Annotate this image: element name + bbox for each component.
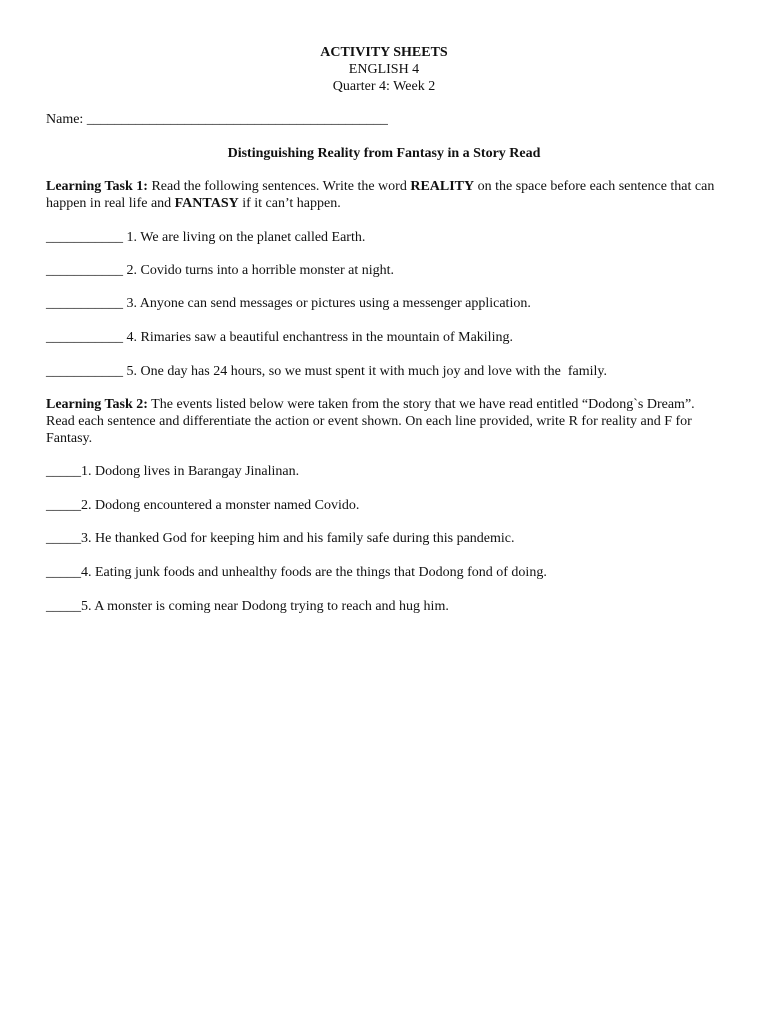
task1-word-fantasy: FANTASY: [174, 196, 239, 211]
document-title: ACTIVITY SHEETS: [320, 45, 448, 60]
document-quarter: Quarter 4: Week 2: [332, 79, 436, 94]
task1-instructions: [46, 178, 726, 212]
name-field[interactable]: [46, 111, 388, 128]
document-header: [0, 44, 768, 95]
task2-item[interactable]: _____2. Dodong encountered a monster named Covido.: [46, 498, 360, 513]
task2-instructions: [46, 396, 726, 447]
task1-item[interactable]: ___________ 4. Rimaries saw a beautiful enchantress in the mountain of Makiling.: [46, 330, 513, 345]
task2-item[interactable]: _____1. Dodong lives in Barangay Jinalinan.: [46, 464, 300, 479]
task1-text-b: on the space before each sentence that can happen in real life and: [46, 179, 715, 211]
name-label: Name:: [46, 112, 84, 127]
task2-item[interactable]: _____3. He thanked God for keeping him and his family safe during this pandemic.: [46, 531, 515, 546]
task2-item[interactable]: _____4. Eating junk foods and unhealthy foods are the things that Dodong fond of doing.: [46, 565, 547, 580]
name-blank-line[interactable]: ___________________________________________: [86, 112, 388, 127]
task1-text-c: if it can’t happen.: [238, 196, 341, 211]
task2-item[interactable]: _____5. A monster is coming near Dodong trying to reach and hug him.: [46, 599, 449, 614]
task2-text: The events listed below were taken from the story that we have read entitled “Dodong`s Dream”. Read each sentence and differentiate the action or event shown. On each line provided, write R for reality and F for Fantasy.: [46, 397, 695, 446]
task1-label: Learning Task 1:: [46, 179, 148, 194]
task2-label: Learning Task 2:: [46, 397, 148, 412]
document-subject: ENGLISH 4: [348, 62, 420, 77]
lesson-subtitle: Distinguishing Reality from Fantasy in a Story Read: [227, 146, 541, 161]
task1-item[interactable]: ___________ 5. One day has 24 hours, so we must spent it with much joy and love with the family.: [46, 364, 607, 379]
task1-text-a: Read the following sentences. Write the word: [147, 179, 411, 194]
task1-item[interactable]: ___________ 2. Covido turns into a horrible monster at night.: [46, 263, 395, 278]
task1-word-reality: REALITY: [410, 179, 475, 194]
task1-item[interactable]: ___________ 3. Anyone can send messages or pictures using a messenger application.: [46, 296, 531, 311]
task1-item[interactable]: ___________ 1. We are living on the planet called Earth.: [46, 230, 366, 245]
